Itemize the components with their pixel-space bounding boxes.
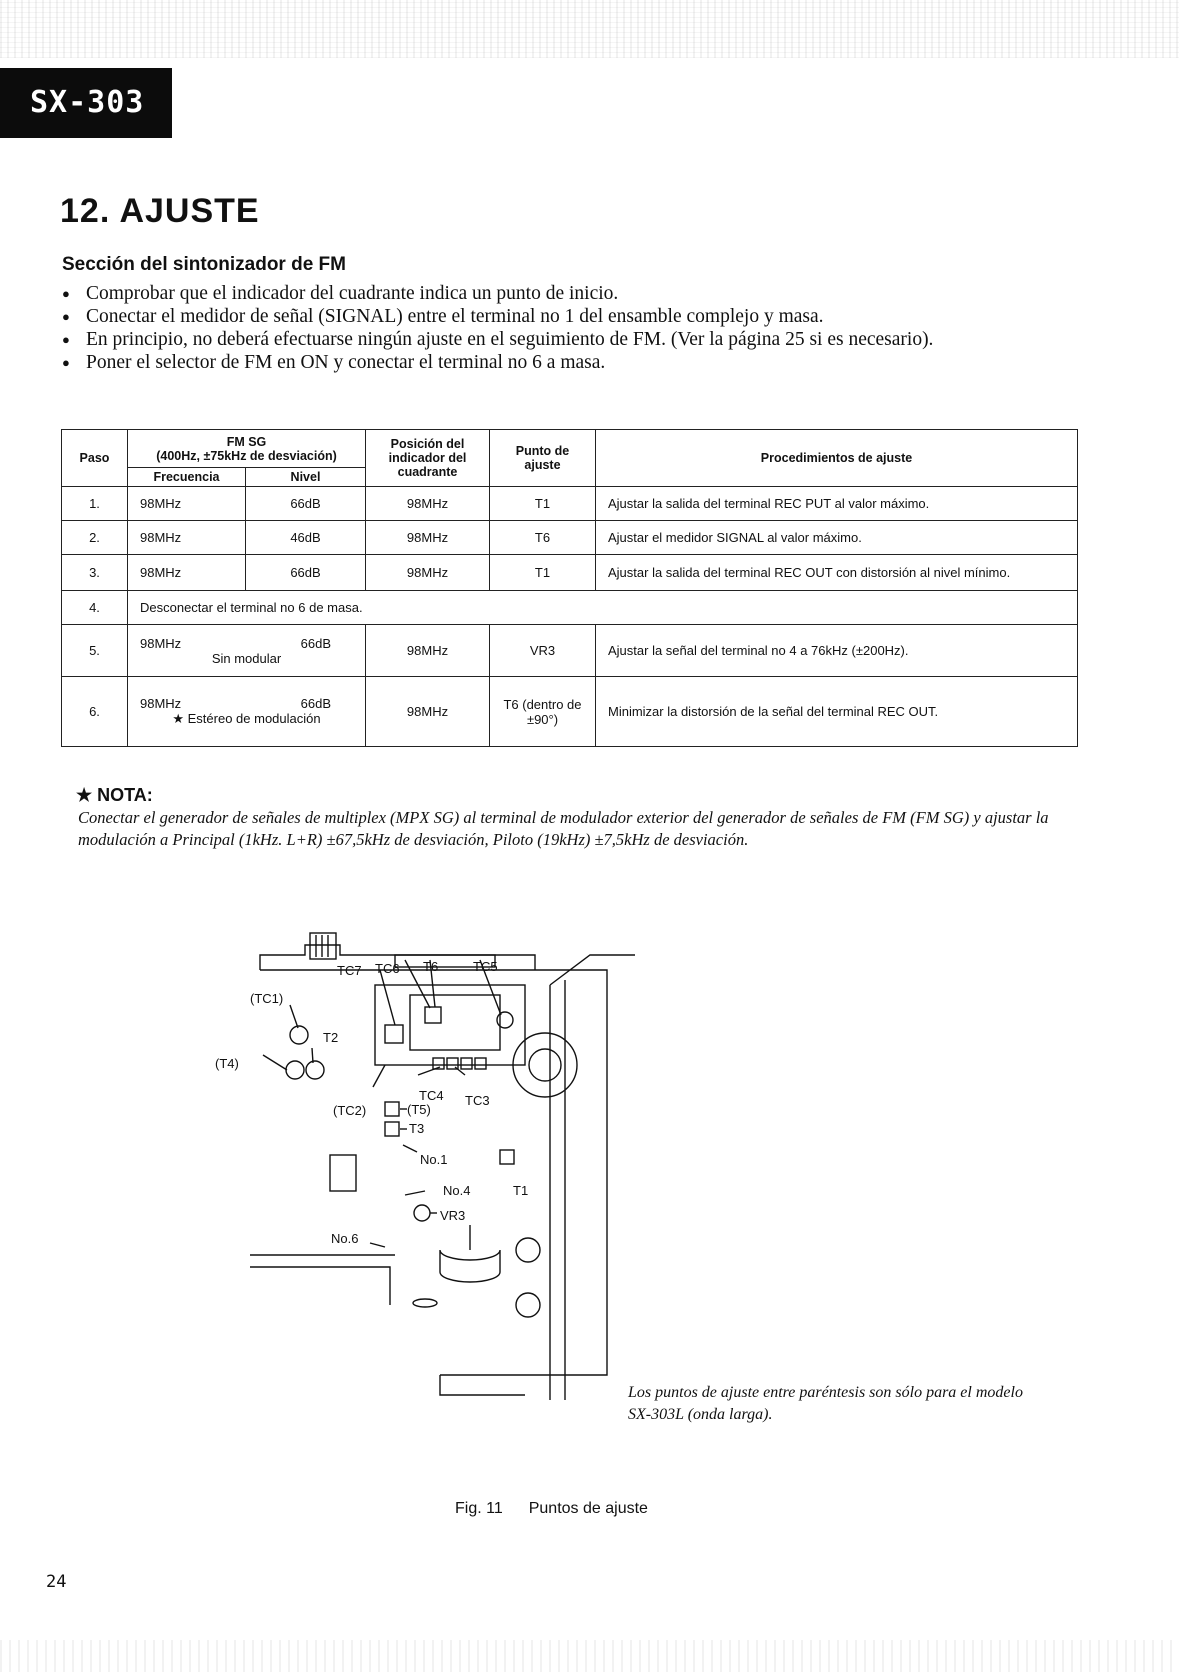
label-tc7: TC7 [337, 963, 362, 978]
bottom-rail [250, 1255, 395, 1305]
drum [440, 1250, 500, 1282]
vr3-pot [414, 1205, 430, 1221]
instruction-item: ● Poner el selector de FM en ON y conectar el terminal no 6 a masa. [62, 351, 1077, 374]
cell-paso: 3. [62, 555, 128, 591]
knob [310, 933, 336, 959]
cell-modulacion: Sin modular [211, 650, 282, 666]
cell-posicion: 98MHz [366, 521, 490, 555]
page-number: 24 [46, 1572, 67, 1592]
figure-number: Fig. 11 [455, 1500, 503, 1517]
coil-t2 [306, 1061, 324, 1079]
cell-frecuencia: 98MHz [128, 487, 246, 521]
label-no6: No.6 [331, 1231, 359, 1246]
cell-procedimiento: Ajustar la salida del terminal REC PUT al valor máximo. [596, 487, 1078, 521]
label-no1: No.1 [420, 1152, 448, 1167]
header-posicion: Posición del indicador del cuadrante [366, 430, 490, 487]
label-vr3: VR3 [440, 1208, 466, 1223]
cell-merged: Desconectar el terminal no 6 de masa. [128, 591, 1078, 625]
instruction-item: ● Comprobar que el indicador del cuadrante indica un punto de inicio. [62, 282, 1077, 305]
label-tc3: TC3 [465, 1093, 490, 1108]
table-row [62, 677, 1078, 747]
adjustment-table [61, 429, 1078, 747]
cell-procedimiento: Ajustar la salida del terminal REC OUT con distorsión al nivel mínimo. [596, 555, 1078, 591]
label-t1: T1 [513, 1183, 529, 1198]
label-tc6: TC6 [375, 961, 400, 976]
section-title: 12. AJUSTE [60, 192, 260, 230]
cell-procedimiento: Ajustar el medidor SIGNAL al valor máximo. [596, 521, 1078, 555]
label-t6: T6 [423, 959, 439, 974]
label-t4: (T4) [215, 1056, 239, 1071]
label-tc4: TC4 [419, 1088, 444, 1103]
scan-noise-bottom [0, 1640, 1179, 1672]
header-paso: Paso [62, 430, 128, 487]
label-t3: T3 [409, 1121, 425, 1136]
nota-heading: ★ NOTA: [76, 785, 153, 805]
coil-t3 [385, 1122, 399, 1136]
figure-title: Puntos de ajuste [528, 1500, 648, 1517]
header-frecuencia: Frecuencia [128, 468, 246, 487]
table-row [62, 555, 1078, 591]
header-punto: Punto de ajuste [490, 430, 596, 487]
label-no4: No.4 [443, 1183, 471, 1198]
label-tc1: (TC1) [250, 991, 284, 1006]
cell-nivel: 66dB [300, 635, 331, 651]
figure-caption [455, 1500, 674, 1518]
cell-paso: 5. [62, 625, 128, 677]
cell-punto: T6 (dentro de ±90°) [490, 677, 596, 747]
instruction-item: ● En principio, no deberá efectuarse ningún ajuste en el seguimiento de FM. (Ver la página 25 si es necesario). [62, 328, 1077, 351]
shield-can [410, 995, 500, 1050]
cell-punto: T6 [490, 521, 596, 555]
label-t5: (T5) [407, 1102, 431, 1117]
cell-posicion: 98MHz [366, 487, 490, 521]
cell-posicion: 98MHz [366, 555, 490, 591]
coil-t1 [500, 1150, 514, 1164]
cell-fmsg [128, 677, 366, 747]
adjustment-points-diagram [195, 925, 635, 1430]
cell-fmsg [128, 625, 366, 677]
label-t2: T2 [323, 1030, 339, 1045]
figure-note: Los puntos de ajuste entre paréntesis son sólo para el modelo SX-303L (onda larga). [628, 1384, 1023, 1423]
coil-t4 [286, 1061, 304, 1079]
cell-frecuencia: 98MHz [128, 555, 246, 591]
header-fmsg: FM SG (400Hz, ±75kHz de desviación) [128, 430, 366, 468]
model-tab: SX-303 [0, 68, 172, 138]
cell-punto: T1 [490, 487, 596, 521]
chassis-outline [260, 970, 607, 1375]
cell-punto: T1 [490, 555, 596, 591]
coil-t6 [425, 1007, 441, 1023]
section-subtitle: Sección del sintonizador de FM [62, 254, 346, 275]
cell-nivel: 46dB [246, 521, 366, 555]
scan-noise-top [0, 0, 1179, 58]
coil-tc6-block [385, 1025, 403, 1043]
cell-modulacion: ★ Estéreo de modulación [172, 711, 321, 726]
label-tc5: TC5 [473, 959, 498, 974]
nota-text: Conectar el generador de señales de multiplex (MPX SG) al terminal de modulador exterior del generador de señales de FM (FM SG) y ajustar la modulación a Principal (1kHz. L+R) ±67,5kHz de desviación, Piloto (19kHz) ±7,5kHz de desviación. [78, 808, 1049, 849]
table-row [62, 625, 1078, 677]
table-row [62, 521, 1078, 555]
instruction-item: ● Conectar el medidor de señal (SIGNAL) entre el terminal no 1 del ensamble complejo y masa. [62, 305, 1077, 328]
header-procedimiento: Procedimientos de ajuste [596, 430, 1078, 487]
cell-frecuencia: 98MHz [128, 521, 246, 555]
base-plate [440, 1375, 525, 1395]
cell-frecuencia: 98MHz [140, 635, 182, 651]
cell-punto: VR3 [490, 625, 596, 677]
cell-posicion: 98MHz [366, 625, 490, 677]
cell-posicion: 98MHz [366, 677, 490, 747]
cell-paso: 2. [62, 521, 128, 555]
cell-nivel: 66dB [300, 696, 331, 711]
cell-nivel: 66dB [246, 487, 366, 521]
trimmer-tc1 [290, 1026, 308, 1044]
coil-t5 [385, 1102, 399, 1116]
label-tc2: (TC2) [333, 1103, 367, 1118]
ic-block [330, 1155, 356, 1191]
cell-paso: 1. [62, 487, 128, 521]
cell-procedimiento: Minimizar la distorsión de la señal del terminal REC OUT. [596, 677, 1078, 747]
table-row [62, 487, 1078, 521]
table-row [62, 591, 1078, 625]
instruction-list [62, 282, 1077, 374]
cell-paso: 6. [62, 677, 128, 747]
cell-paso: 4. [62, 591, 128, 625]
header-nivel: Nivel [246, 468, 366, 487]
cell-frecuencia: 98MHz [140, 696, 182, 711]
cell-procedimiento: Ajustar la señal del terminal no 4 a 76kHz (±200Hz). [596, 625, 1078, 677]
cell-nivel: 66dB [246, 555, 366, 591]
